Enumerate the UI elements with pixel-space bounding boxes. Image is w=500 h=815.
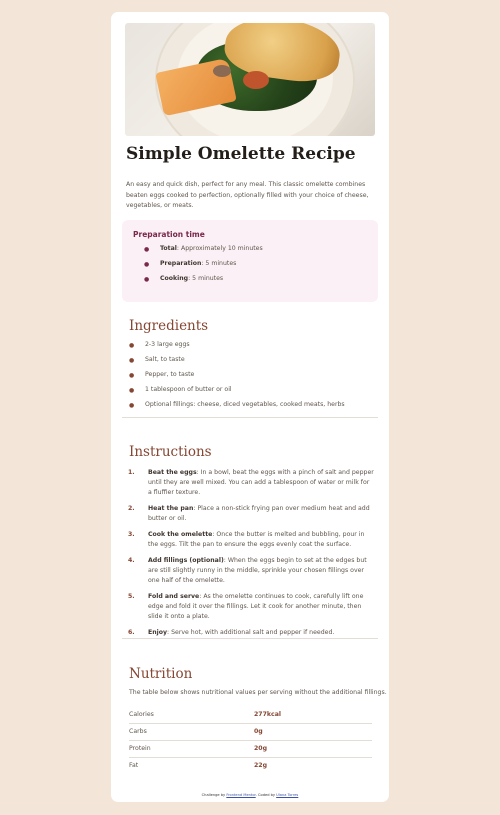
step-text: : Once the butter is melted and bubbling, pour in the eggs. Tilt the pan to ensure the eggs evenly coat the surface. (148, 531, 365, 548)
step-number: 2. (128, 505, 135, 512)
bullet-icon: ● (129, 387, 135, 394)
bullet-icon: ● (129, 372, 135, 379)
table-row (129, 758, 372, 774)
step-number: 1. (128, 469, 135, 476)
ingredient-text: Pepper, to taste (145, 371, 195, 378)
bullet-icon: ● (129, 402, 135, 409)
nutrition-table (129, 707, 372, 774)
tomato-shape (243, 71, 269, 89)
prep-label: Preparation (160, 260, 202, 267)
preparation-box (122, 220, 378, 302)
divider (122, 638, 378, 639)
step-label: Beat the eggs (148, 469, 197, 476)
list-item (111, 356, 345, 371)
list-item (122, 260, 263, 275)
bullet-icon: ● (144, 261, 150, 268)
list-item (111, 341, 345, 356)
ingredients-list (111, 341, 345, 416)
bullet-icon: ● (129, 342, 135, 349)
prep-label: Total (160, 245, 177, 252)
instruction-step (111, 592, 374, 622)
list-item (111, 401, 345, 416)
instruction-step (111, 530, 374, 550)
step-label: Add fillings (optional) (148, 557, 224, 564)
mushroom-shape (213, 65, 231, 77)
bullet-icon: ● (144, 276, 150, 283)
list-item (111, 371, 345, 386)
nutrient-label: Carbs (129, 728, 147, 735)
step-label: Fold and serve (148, 593, 200, 600)
instructions-title: Instructions (129, 444, 212, 460)
recipe-card (111, 12, 389, 802)
step-label: Heat the pan (148, 505, 194, 512)
instruction-step (111, 556, 374, 586)
ingredient-text: 1 tablespoon of butter or oil (145, 386, 232, 393)
attribution-prefix: Challenge by (201, 793, 227, 797)
recipe-intro: An easy and quick dish, perfect for any meal. This classic omelette combines beaten eggs cooked to perfection, optionally filled with your choice of cheese, vegetables, or meats. (126, 181, 369, 209)
nutrient-label: Protein (129, 745, 151, 752)
nutrition-intro: The table below shows nutritional values per serving without the additional fillings. (129, 689, 387, 696)
attribution-middle: . Coded by (255, 793, 277, 797)
step-text: : Place a non-stick frying pan over medium heat and add butter or oil. (148, 505, 370, 522)
nutrient-value: 22g (254, 762, 268, 769)
ingredient-text: Optional fillings: cheese, diced vegetables, cooked meats, herbs (145, 401, 345, 408)
step-text: : When the eggs begin to set at the edges but are still slightly runny in the middle, sprinkle your chosen fillings over one half of the omelette. (148, 557, 367, 584)
nutrient-label: Calories (129, 711, 154, 718)
nutrient-value: 277kcal (254, 711, 281, 718)
prep-value: : Approximately 10 minutes (176, 245, 263, 252)
nutrient-value: 20g (254, 745, 268, 752)
divider (122, 417, 378, 418)
nutrient-label: Fat (129, 762, 139, 769)
nutrient-value: 0g (254, 728, 263, 735)
list-item (111, 386, 345, 401)
instructions-list (111, 468, 389, 644)
step-number: 6. (128, 629, 135, 636)
preparation-list (122, 245, 263, 290)
bullet-icon: ● (144, 246, 150, 253)
prep-value: : 5 minutes (188, 275, 224, 282)
table-row (129, 724, 372, 741)
instruction-step (111, 468, 374, 498)
ingredient-text: 2-3 large eggs (145, 341, 190, 348)
step-text: : In a bowl, beat the eggs with a pinch of salt and pepper until they are well mixed. You can add a tablespoon of water or milk for a fluffier texture. (148, 469, 374, 496)
step-text: : Serve hot, with additional salt and pepper if needed. (167, 629, 335, 636)
frontend-mentor-link[interactable]: Frontend Mentor (226, 793, 256, 797)
instruction-step (111, 628, 374, 638)
attribution (111, 793, 389, 797)
nutrition-title: Nutrition (129, 666, 193, 682)
instruction-step (111, 504, 374, 524)
bullet-icon: ● (129, 357, 135, 364)
step-number: 3. (128, 531, 135, 538)
table-row (129, 741, 372, 758)
list-item (122, 275, 263, 290)
prep-label: Cooking (160, 275, 189, 282)
ingredients-title: Ingredients (129, 318, 209, 334)
step-number: 4. (128, 557, 135, 564)
author-link[interactable]: Ulana Torres (276, 793, 299, 797)
step-number: 5. (128, 593, 135, 600)
list-item (122, 245, 263, 260)
ingredient-text: Salt, to taste (145, 356, 185, 363)
step-text: : As the omelette continues to cook, carefully lift one edge and fold it over the fillings. Let it cook for another minute, then slide it onto a plate. (148, 593, 364, 620)
step-label: Enjoy (148, 629, 168, 636)
step-label: Cook the omelette (148, 531, 213, 538)
preparation-title: Preparation time (133, 230, 205, 239)
omelette-image (125, 23, 375, 136)
table-row (129, 707, 372, 724)
prep-value: : 5 minutes (201, 260, 237, 267)
page-title: Simple Omelette Recipe (126, 144, 356, 164)
